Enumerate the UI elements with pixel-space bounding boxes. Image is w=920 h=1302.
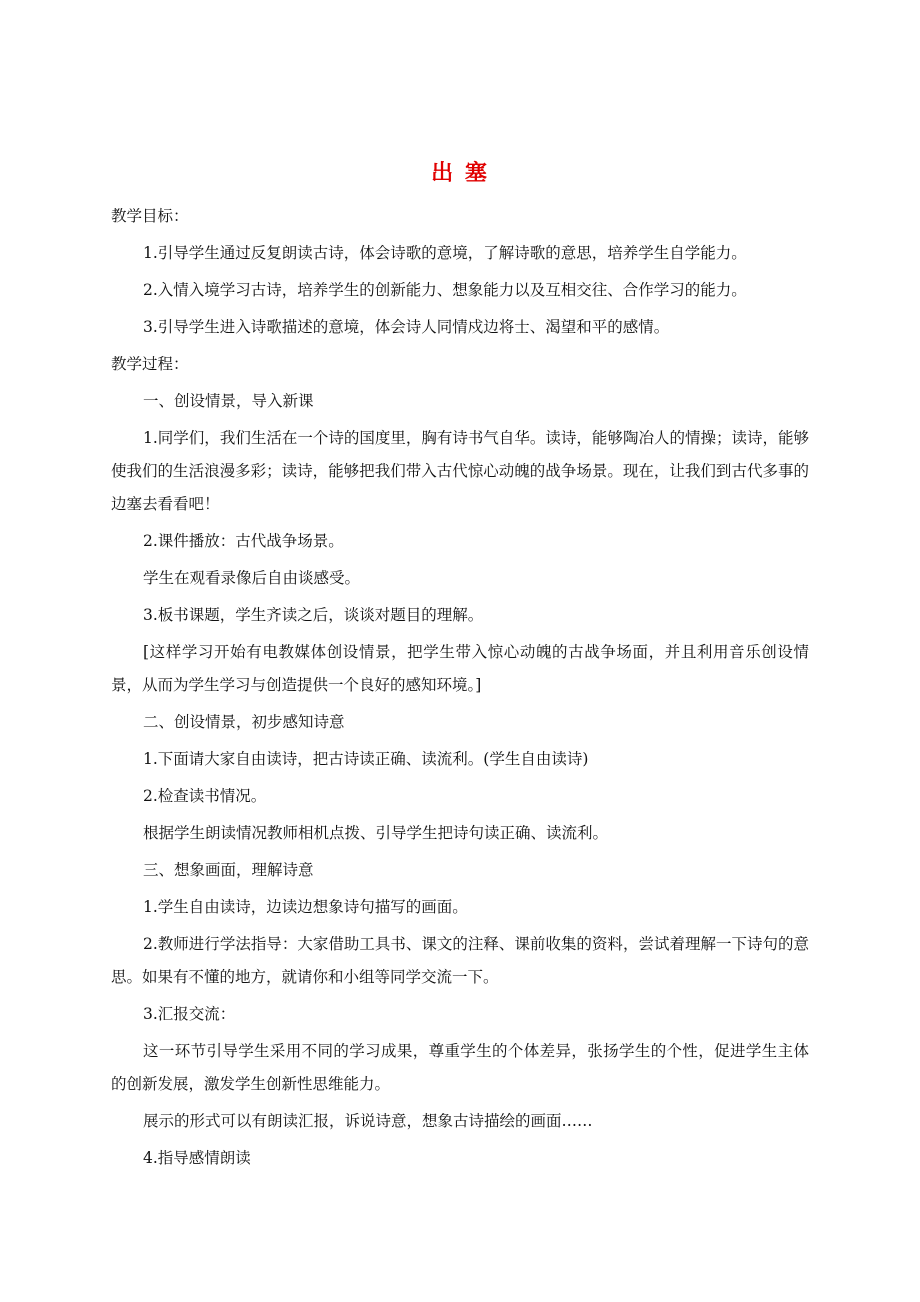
section-3-item-2: 2.教师进行学法指导：大家借助工具书、课文的注释、课前收集的资料，尝试着理解一下诗句的意思。如果有不懂的地方，就请你和小组等同学交流一下。 xyxy=(111,935,809,986)
section-2-item-2-detail: 根据学生朗读情况教师相机点拨、引导学生把诗句读正确、读流利。 xyxy=(143,824,609,842)
section-1-item-2: 2.课件播放：古代战争场景。 xyxy=(143,532,344,550)
goal-item-2: 2.入情入境学习古诗，培养学生的创新能力、想象能力以及互相交往、合作学习的能力。 xyxy=(143,281,747,299)
teaching-goals-label: 教学目标： xyxy=(111,207,189,225)
section-3-item-3-forms: 展示的形式可以有朗读汇报，诉说诗意，想象古诗描绘的画面…… xyxy=(143,1112,593,1130)
section-1-item-2-detail: 学生在观看录像后自由谈感受。 xyxy=(143,569,361,587)
section-1-item-3: 3.板书课题，学生齐读之后，谈谈对题目的理解。 xyxy=(143,606,484,624)
teaching-process-label: 教学过程： xyxy=(111,355,189,373)
section-3-item-3: 3.汇报交流： xyxy=(143,1005,236,1023)
section-heading-1: 一、创设情景，导入新课 xyxy=(143,392,314,410)
goal-item-3: 3.引导学生进入诗歌描述的意境，体会诗人同情戍边将士、渴望和平的感情。 xyxy=(143,318,670,336)
section-1-note: [这样学习开始有电教媒体创设情景，把学生带入惊心动魄的古战争场面，并且利用音乐创设情景，从而为学生学习与创造提供一个良好的感知环境。] xyxy=(111,643,809,694)
goal-item-1: 1.引导学生通过反复朗读古诗，体会诗歌的意境，了解诗歌的意思，培养学生自学能力。 xyxy=(143,244,747,262)
section-3-item-1: 1.学生自由读诗，边读边想象诗句描写的画面。 xyxy=(143,898,468,916)
section-heading-2: 二、创设情景，初步感知诗意 xyxy=(143,713,345,731)
section-2-item-2: 2.检查读书情况。 xyxy=(143,787,267,805)
document-body xyxy=(111,200,809,1179)
section-1-item-1: 1.同学们，我们生活在一个诗的国度里，胸有诗书气自华。读诗，能够陶冶人的情操；读诗，能够使我们的生活浪漫多彩；读诗，能够把我们带入古代惊心动魄的战争场景。现在，让我们到古代多事的边塞去看看吧！ xyxy=(111,429,809,513)
section-2-item-1: 1.下面请大家自由读诗，把古诗读正确、读流利。(学生自由读诗) xyxy=(143,750,589,768)
section-3-item-3-detail: 这一环节引导学生采用不同的学习成果，尊重学生的个体差异，张扬学生的个性，促进学生主体的创新发展，激发学生创新性思维能力。 xyxy=(111,1042,809,1093)
section-heading-3: 三、想象画面，理解诗意 xyxy=(143,861,314,879)
document-title: 出 塞 xyxy=(431,160,489,186)
section-3-item-4: 4.指导感情朗读 xyxy=(143,1149,251,1167)
